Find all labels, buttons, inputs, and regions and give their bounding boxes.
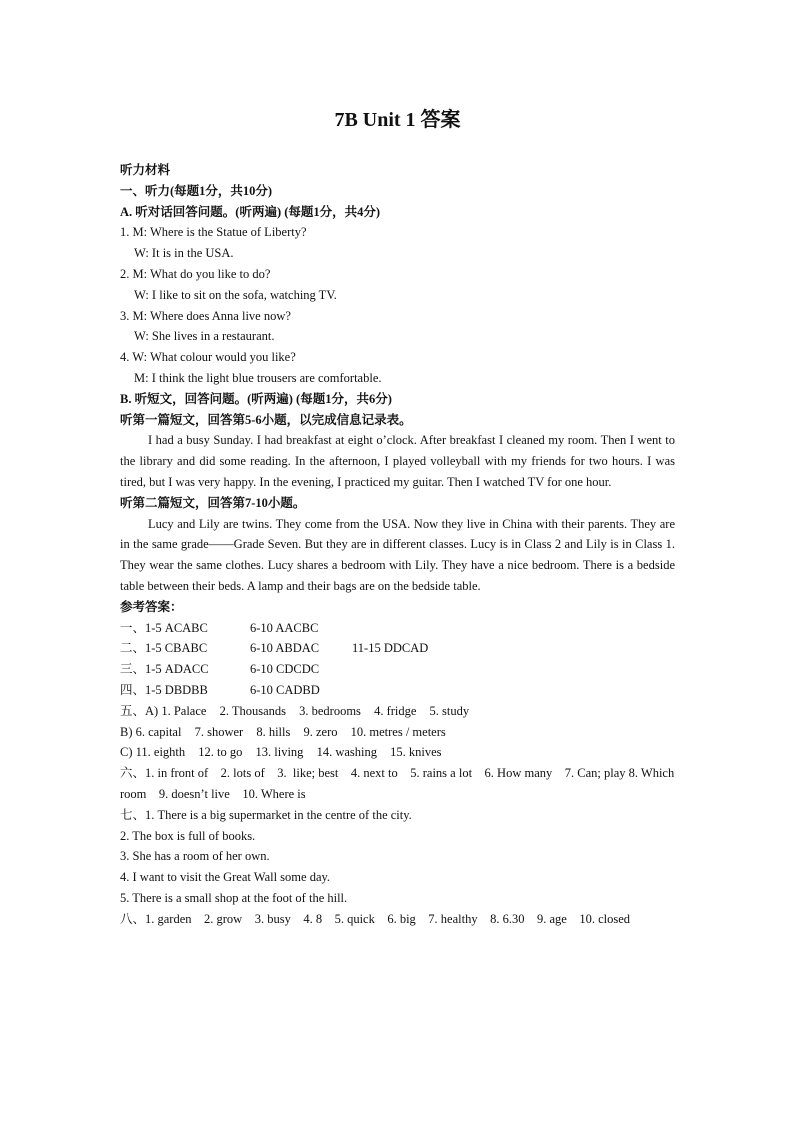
answer-cell: 四、1-5 DBDBB xyxy=(120,682,208,697)
answer-cell: 11-15 DDCAD xyxy=(352,641,429,656)
document-page xyxy=(120,102,678,929)
section8-answers: 八、1. garden 2. grow 3. busy 4. 8 5. quick 6. big 7. healthy 8. 6.30 9. age 10. closed xyxy=(120,911,631,926)
answer-row xyxy=(120,638,675,659)
answer-item: 9. zero xyxy=(303,724,338,739)
answer-item: 8. hills xyxy=(256,724,291,739)
answer-item: 7. shower xyxy=(194,724,244,739)
answer-cell: 三、1-5 ADACC xyxy=(120,662,209,677)
answer-item: 4. fridge xyxy=(374,703,417,718)
answer-item: 3. bedrooms xyxy=(299,703,361,718)
answer-item: 2. Thousands xyxy=(219,703,286,718)
dialogue-answer: W: I like to sit on the sofa, watching TV. xyxy=(134,287,337,302)
section7-line: 4. I want to visit the Great Wall some day. xyxy=(120,870,331,885)
answer-row xyxy=(120,659,675,680)
answer-item: 五、A) 1. Palace xyxy=(120,703,207,718)
partB-heading: B. 听短文，回答问题。(听两遍) (每题1分，共6分) xyxy=(120,391,392,406)
passage1-text: I had a busy Sunday. I had breakfast at eight o’clock. After breakfast I cleaned my room. Then I went to the library and did some reading. In the afternoon, I played volleyball with my friends for two hours. I was tired, but I was very happy. In the evening, I practiced my guitar. Then I watched TV for one hour. xyxy=(120,433,675,489)
answer-cell: 6-10 CADBD xyxy=(250,682,320,697)
passage2-text: Lucy and Lily are twins. They come from the USA. Now they live in China with their parents. They are in the same grade——Grade Seven. But they are in different classes. Lucy is in Class 2 and Lily is in Class 1. They wear the same clothes. Lucy shares a bedroom with Lily. They have a nice bedroom. There is a bedside table between their beds. A lamp and their bags are on the bedside table. xyxy=(120,516,675,593)
answer-item: 10. metres / meters xyxy=(350,724,446,739)
section7-line: 七、1. There is a big supermarket in the centre of the city. xyxy=(120,807,412,822)
section7-line: 5. There is a small shop at the foot of the hill. xyxy=(120,890,348,905)
answer-item: B) 6. capital xyxy=(120,724,182,739)
section-materials-heading: 听力材料 xyxy=(120,163,171,177)
answer-cell: 一、1-5 ACABC xyxy=(120,620,208,635)
answers-heading: 参考答案： xyxy=(120,599,183,614)
answer-item: 13. living xyxy=(255,745,304,760)
dialogue-question: 3. M: Where does Anna live now? xyxy=(120,308,291,323)
section6-answers: 六、1. in front of 2. lots of 3. like; best 4. next to 5. rains a lot 6. How many 7. Can; play 8. Which room 9. doesn’t live 10. Where is xyxy=(120,766,678,801)
answer-cell: 6-10 CDCDC xyxy=(250,662,320,677)
section5-line-a xyxy=(120,701,675,722)
dialogue-question: 4. W: What colour would you like? xyxy=(120,350,296,365)
dialogue-question: 2. M: What do you like to do? xyxy=(120,266,271,281)
answer-item: C) 11. eighth xyxy=(120,745,186,760)
answer-item: 5. study xyxy=(429,703,470,718)
section5-line-c xyxy=(120,742,675,763)
section7-line: 3. She has a room of her own. xyxy=(120,849,270,864)
part1-heading: 一、听力(每题1分，共10分) xyxy=(120,183,273,198)
passage2-heading: 听第二篇短文，回答第7-10小题。 xyxy=(120,495,306,510)
answer-item: 14. washing xyxy=(316,745,377,760)
answer-row xyxy=(120,680,675,701)
section5-line-b xyxy=(120,722,675,743)
dialogue-question: 1. M: Where is the Statue of Liberty? xyxy=(120,225,307,240)
answer-cell: 二、1-5 CBABC xyxy=(120,641,208,656)
passage1-heading: 听第一篇短文，回答第5-6小题，以完成信息记录表。 xyxy=(120,412,412,427)
dialogue-answer: W: It is in the USA. xyxy=(134,246,234,261)
partA-heading: A. 听对话回答问题。(听两遍) (每题1分，共4分) xyxy=(120,204,381,219)
answer-row xyxy=(120,618,675,639)
section7-line: 2. The box is full of books. xyxy=(120,828,256,843)
dialogue-answer: W: She lives in a restaurant. xyxy=(134,329,275,344)
answer-cell: 6-10 ABDAC xyxy=(250,641,320,656)
answer-item: 12. to go xyxy=(198,745,243,760)
page-title: 7B Unit 1 答案 xyxy=(334,109,461,131)
answer-item: 15. knives xyxy=(390,745,442,760)
answer-cell: 6-10 AACBC xyxy=(250,620,319,635)
dialogue-answer: M: I think the light blue trousers are comfortable. xyxy=(134,370,382,385)
